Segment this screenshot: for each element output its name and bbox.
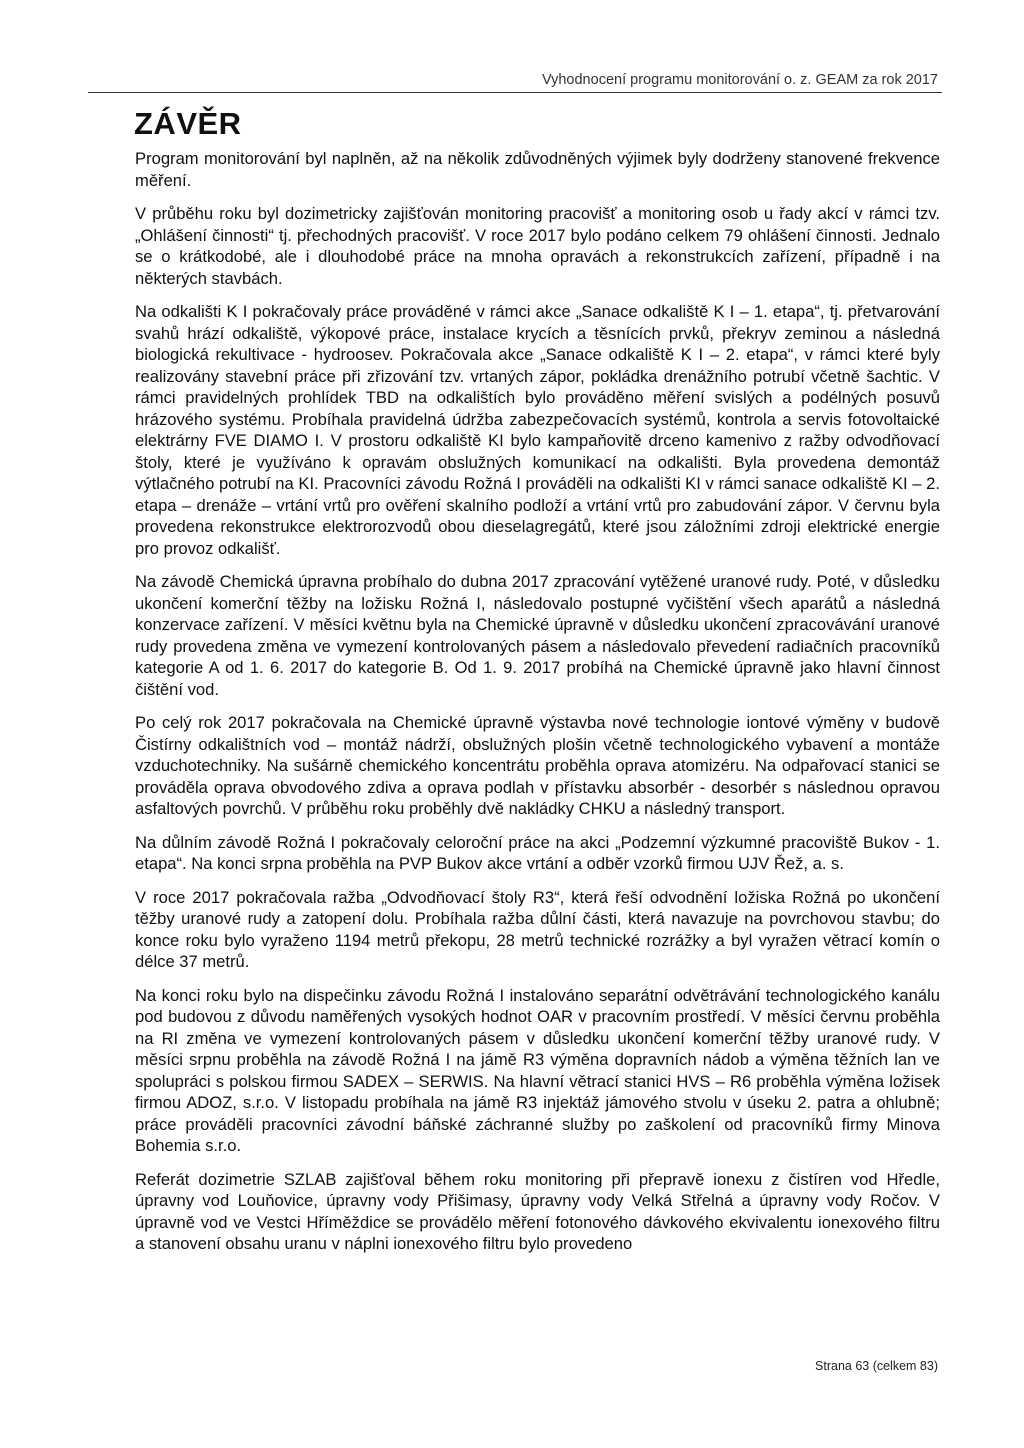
section-heading: ZÁVĚR bbox=[134, 106, 242, 141]
paragraph-program: Program monitorování byl naplněn, až na několik zdůvodněných výjimek byly dodrženy stanovené frekvence měření. bbox=[135, 149, 940, 190]
paragraph-bukov: Na důlním závodě Rožná I pokračovaly celoroční práce na akci „Podzemní výzkumné pracoviště Bukov - 1. etapa“. Na konci srpna proběhla na PVP Bukov akce vrtání a odběr vzorků firmou UJV Řež, a. s. bbox=[135, 832, 940, 873]
paragraph-dozimetrie-ohlaseni: V průběhu roku byl dozimetricky zajišťován monitoring pracovišť a monitoring osob u řady akcí v rámci tzv. „Ohlášení činnosti“ tj. přechodných pracovišť. V roce 2017 bylo podáno celkem 79 ohlášení činnosti. Jednalo se o krátkodobé, ale i dlouhodobé práce na mnoha opravách a rekonstrukcích zařízení, případně i na některých stavbách. bbox=[135, 204, 940, 288]
paragraph-chemicka-upravna: Na závodě Chemická úpravna probíhalo do dubna 2017 zpracování vytěžené uranové rudy. Poté, v důsledku ukončení komerční těžby na ložisku Rožná I, následovalo postupné vyčištění všech aparátů a následná konzervace zařízení. V měsíci květnu byla na Chemické úpravně v důsledku ukončení zpracovávání uranové rudy provedena změna ve vymezení kontrolovaných pásem a následovalo převedení radiačních pracovníků kategorie A od 1. 6. 2017 do kategorie B. Od 1. 9. 2017 probíhá na Chemické úpravně jako hlavní činnost čištění vod. bbox=[135, 572, 940, 699]
paragraph-iontova-vymena: Po celý rok 2017 pokračovala na Chemické úpravně výstavba nové technologie iontové výměny v budově Čistírny odkalištních vod – montáž nádrží, obslužných plošin včetně technologického vybavení a montáže vzduchotechniky. Na sušárně chemického koncentrátu proběhla oprava atomizéru. Na odpařovací stanici se prováděla oprava obvodového zdiva a oprava podlah v přístavku absorbér - desorbér s následnou opravou asfaltových povrchů. V průběhu roku proběhly dvě nakládky CHKU a následný transport. bbox=[135, 713, 940, 818]
paragraph-szlab: Referát dozimetrie SZLAB zajišťoval během roku monitoring při přepravě ionexu z čistíren vod Hředle, úpravny vod Louňovice, úpravny vody Přišimasy, úpravny vody Velká Střelná a úpravny vody Ročov. V úpravně vod ve Vestci Hříměždice se provádělo měření fotonového dávkového ekvivalentu ionexového filtru a stanovení obsahu uranu v náplni ionexového filtru bylo provedeno bbox=[135, 1169, 940, 1253]
header-divider bbox=[88, 92, 942, 93]
body-text bbox=[135, 148, 940, 1267]
paragraph-stola-r3: V roce 2017 pokračovala ražba „Odvodňovací štoly R3“, která řeší odvodnění ložiska Rožná po ukončení těžby uranové rudy a zatopení dolu. Probíhala ražba důlní části, která navazuje na povrchovou stavbu; do konce roku bylo vyraženo 1194 metrů překopu, 28 metrů technické rozrážky a byl vyražen větrací komín o délce 37 metrů. bbox=[135, 887, 940, 971]
running-header: Vyhodnocení programu monitorování o. z. GEAM za rok 2017 bbox=[541, 72, 938, 88]
paragraph-odkaliste-ki: Na odkališti K I pokračovaly práce prováděné v rámci akce „Sanace odkaliště K I – 1. etapa“, tj. přetvarování svahů hrází odkaliště, výkopové práce, instalace krycích a těsnících prvků, překryv zeminou a následná biologická rekultivace - hydroosev. Pokračovala akce „Sanace odkaliště K I – 2. etapa“, v rámci které byly realizovány stavební práce při zřizování tzv. vrtaných zápor, pokládka drenážního potrubí včetně šachtic. V rámci pravidelných prohlídek TBD na odkalištích bylo prováděno měření svislých a podélných posuvů hrázového systému. Probíhala pravidelná údržba zabezpečovacích systémů, kontrola a servis fotovoltaické elektrárny FVE DIAMO I. V prostoru odkaliště KI bylo kampaňovitě drceno kamenivo z ražby odvodňovací štoly, které je využíváno k opravám obslužných komunikací na odkališti. Byla provedena demontáž výtlačného potrubí na KI. Pracovníci závodu Rožná I prováděli na odkališti KI v rámci sanace odkaliště KI – 2. etapa – drenáže – vrtání vrtů pro ověření skalního podloží a vrtání vrtů pro zabudování zápor. V červnu byla provedena rekonstrukce elektrorozvodů obou dieselagregátů, které jsou záložními zdroji elektrické energie pro provoz odkališť. bbox=[135, 302, 940, 558]
page-number: Strana 63 (celkem 83) bbox=[815, 1359, 938, 1373]
paragraph-rozna-dispecink: Na konci roku bylo na dispečinku závodu Rožná I instalováno separátní odvětrávání technologického kanálu pod budovou z důvodu naměřených vysokých hodnot OAR v pracovním prostředí. V měsíci červnu proběhla na RI změna ve vymezení kontrolovaných pásem v důsledku ukončení komerční těžby uranové rudy. V měsíci srpnu proběhla na závodě Rožná I na jámě R3 výměna dopravních nádob a výměna těžních lan ve spolupráci s polskou firmou SADEX – SERWIS. Na hlavní větrací stanici HVS – R6 proběhla výměna ložisek firmou ADOZ, s.r.o. V listopadu probíhala na jámě R3 injektáž jámového stvolu v úseku 2. patra a ohlubně; práce prováděli pracovníci závodní báňské záchranné služby po zaškolení od pracovníků firmy Minova Bohemia s.r.o. bbox=[135, 985, 940, 1155]
